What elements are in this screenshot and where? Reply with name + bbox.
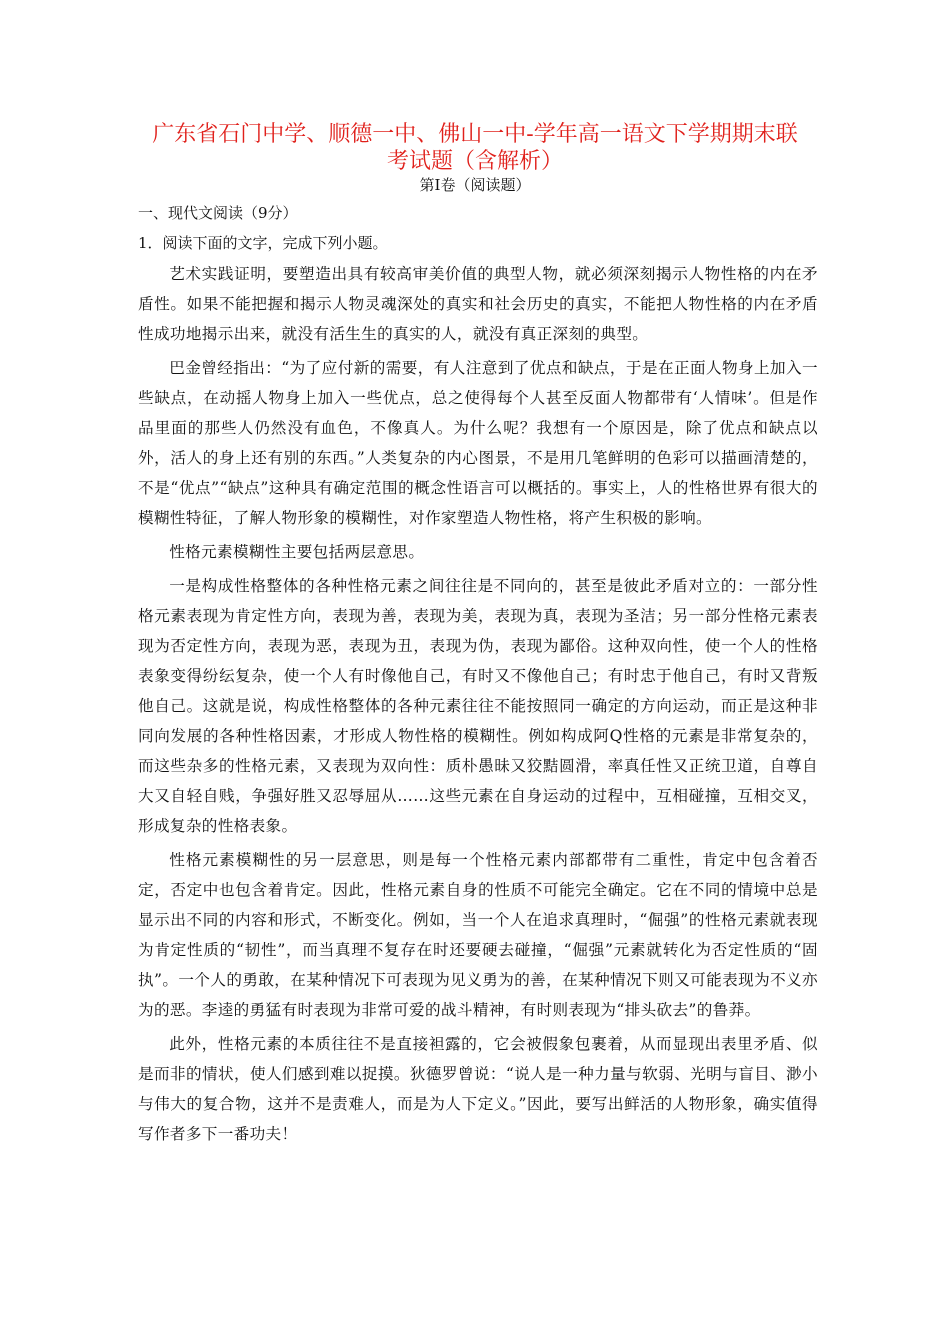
document-title-line-1: 广东省石门中学、顺德一中、佛山一中-学年高一语文下学期期末联 (152, 122, 798, 147)
passage-paragraph-6: 此外，性格元素的本质往往不是直接袒露的，它会被假象包裹着，从而显现出表里矛盾、似是而非的情状，使人们感到难以捉摸。狄德罗曾说：“说人是一种力量与软弱、光明与盲目、渺小与伟大的复合物，这并不是责难人，而是为人下定义。”因此，要写出鲜活的人物形象，确实值得写作者多下一番功夫！ (138, 1035, 818, 1143)
passage-paragraph-2: 巴金曾经指出：“为了应付新的需要，有人注意到了优点和缺点，于是在正面人物身上加入一些缺点，在动摇人物身上加入一些优点，总之使得每个人甚至反面人物都带有‘人情味’。但是作品里面的那些人仍然没有血色，不像真人。为什么呢？我想有一个原因是，除了优点和缺点以外，活人的身上还有别的东西。”人类复杂的内心图景，不是用几笔鲜明的色彩可以描画清楚的，不是“优点”“缺点”这种具有确定范围的概念性语言可以概括的。事实上，人的性格世界有很大的模糊性特征，了解人物形象的模糊性，对作家塑造人物性格，将产生积极的影响。 (138, 359, 818, 527)
passage-paragraph-4: 一是构成性格整体的各种性格元素之间往往是不同向的，甚至是彼此矛盾对立的：一部分性格元素表现为肯定性方向，表现为善，表现为美，表现为真，表现为圣洁；另一部分性格元素表现为否定性方向，表现为恶，表现为丑，表现为伪，表现为鄙俗。这种双向性，使一个人的性格表象变得纷纭复杂，使一个人有时像他自己，有时又不像他自己；有时忠于他自己，有时又背叛他自己。这就是说，构成性格整体的各种元素往往不能按照同一确定的方向运动，而正是这种非同向发展的各种性格因素，才形成人物性格的模糊性。例如构成阿Q性格的元素是非常复杂的，而这些杂多的性格元素，又表现为双向性：质朴愚昧又狡黠圆滑，率真任性又正统卫道，自尊自大又自轻自贱，争强好胜又忍辱屈从……这些元素在自身运动的过程中，互相碰撞，互相交叉，形成复杂的性格表象。 (138, 577, 818, 835)
passage-paragraph-5: 性格元素模糊性的另一层意思，则是每一个性格元素内部都带有二重性，肯定中包含着否定，否定中也包含着肯定。因此，性格元素自身的性质不可能完全确定。它在不同的情境中总是显示出不同的内容和形式，不断变化。例如，当一个人在追求真理时，“倔强”的性格元素就表现为肯定性质的“韧性”，而当真理不复存在时还要硬去碰撞，“倔强”元素就转化为否定性质的“固执”。一个人的勇敢，在某种情况下可表现为见义勇为的善，在某种情况下则又可能表现为不义亦为的恶。李逵的勇猛有时表现为非常可爱的战斗精神，有时则表现为“排头砍去”的鲁莽。 (138, 851, 818, 1019)
section-heading: 一、现代文阅读（9分） (138, 204, 298, 222)
question-intro: 1．阅读下面的文字，完成下列小题。 (138, 234, 388, 252)
passage-paragraph-1: 艺术实践证明，要塑造出具有较高审美价值的典型人物，就必须深刻揭示人物性格的内在矛盾性。如果不能把握和揭示人物灵魂深处的真实和社会历史的真实，不能把人物性格的内在矛盾性成功地揭示出来，就没有活生生的真实的人，就没有真正深刻的典型。 (138, 265, 818, 343)
reading-passage (138, 259, 818, 1153)
passage-paragraph-3: 性格元素模糊性主要包括两层意思。 (169, 543, 425, 561)
document-title-line-2: 考试题（含解析） (386, 149, 563, 174)
volume-heading: 第Ⅰ卷（阅读题） (419, 176, 531, 194)
